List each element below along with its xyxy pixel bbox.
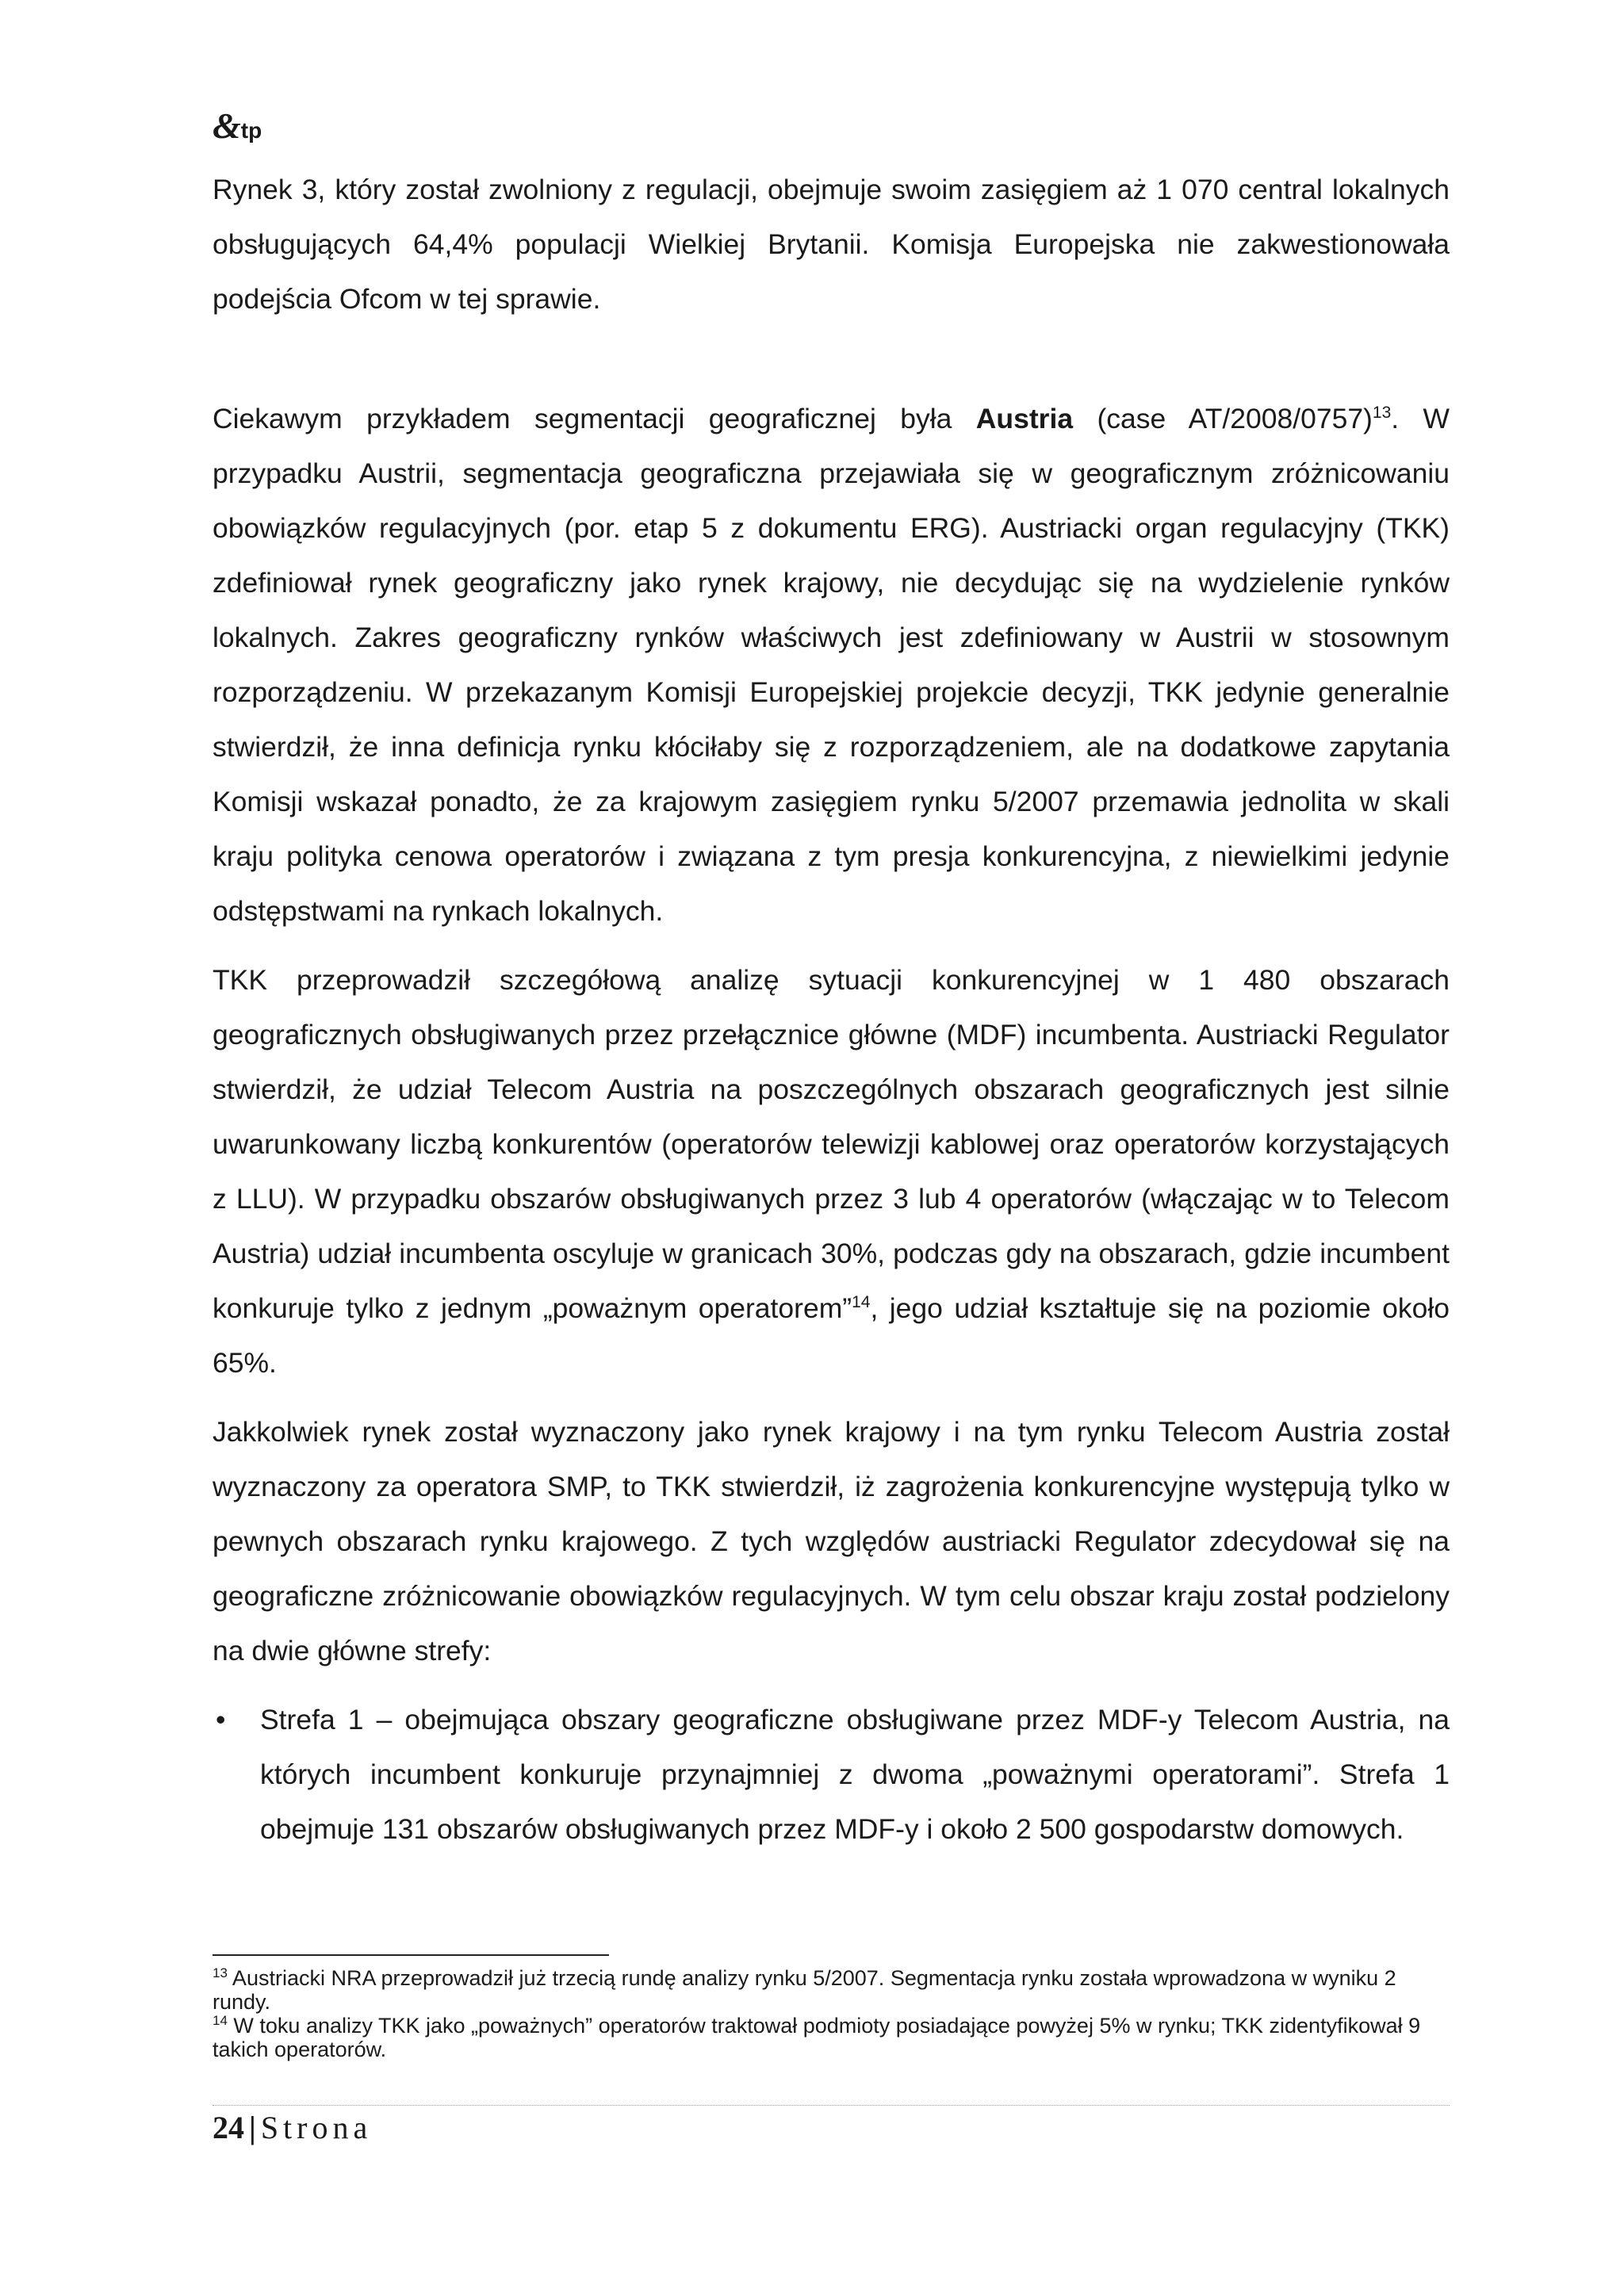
footer-divider: [213, 2105, 1450, 2106]
footnote-divider: [213, 1954, 609, 1956]
page-number: 24: [213, 2110, 244, 2145]
logo-tp-text: tp: [240, 118, 262, 143]
zone-bullet-list: [213, 1693, 1450, 1857]
page-footer: [213, 2109, 372, 2146]
footer-separator: |: [249, 2110, 256, 2145]
footnote-ref-13[interactable]: 13: [1372, 404, 1392, 423]
footnote-13: $^{13}$ Austriacki NRA przeprowadził już trzecią rundę analizy rynku 5/2007. Segmentacja rynku została wprowadzona w wyniku 2 rundy.: [213, 1965, 1396, 2014]
bold-austria: Austria: [975, 403, 1074, 434]
paragraph-austria-intro: Ciekawym przykładem segmentacji geograficznej była Austria (case AT/2008/0757)$^{13}$. W przypadku Austrii, segmentacja geograficzna przejawiała się w geograficznym zróżnicowaniu obowiązków regulacyjnych (por. etap 5 z dokumentu ERG). Austriacki organ regulacyjny (TKK) zdefiniował rynek geograficzny jako rynek krajowy, nie decydując się na wydzielenie rynków lokalnych. Zakres geograficzny rynków właściwych jest zdefiniowany w Austrii w stosownym rozporządzeniu. W przekazanym Komisji Europejskiej projekcie decyzji, TKK jedynie generalnie stwierdził, że inna definicja rynku kłóciłaby się z rozporządzeniem, ale na dodatkowe zapytania Komisji wskazał ponadto, że za krajowym zasięgiem rynku 5/2007 przemawia jednolita w skali kraju polityka cenowa operatorów i związana z tym presja konkurencyjna, z niewielkimi jedynie odstępstwami na rynkach lokalnych.: [213, 403, 1450, 927]
list-item: • Strefa 1 – obejmująca obszary geograficzne obsługiwane przez MDF-y Telecom Austria, na których incumbent konkuruje przynajmniej z dwoma „poważnymi operatorami”. Strefa 1 obejmuje 131 obszarów obsługiwanych przez MDF-y i około 2 500 gospodarstw domowych.: [213, 1693, 1450, 1857]
paragraph-tkk-analysis: TKK przeprowadził szczegółową analizę sytuacji konkurencyjnej w 1 480 obszarach geograficznych obsługiwanych przez przełącznice główne (MDF) incumbenta. Austriacki Regulator stwierdził, że udział Telecom Austria na poszczególnych obszarach geograficznych jest silnie uwarunkowany liczbą konkurentów (operatorów telewizji kablowej oraz operatorów korzystających z LLU). W przypadku obszarów obsługiwanych przez 3 lub 4 operatorów (włączając w to Telecom Austria) udział incumbenta oscyluje w granicach 30%, podczas gdy na obszarach, gdzie incumbent konkuruje tylko z jednym „poważnym operatorem”$^{14}$, jego udział kształtuje się na poziomie około 65%.: [213, 964, 1450, 1379]
paragraph-smp-zones: Jakkolwiek rynek został wyznaczony jako rynek krajowy i na tym rynku Telecom Austria został wyznaczony za operatora SMP, to TKK stwierdził, iż zagrożenia konkurencyjne występują tylko w pewnych obszarach rynku krajowego. Z tych względów austriacki Regulator zdecydował się na geograficzne zróżnicowanie obowiązków regulacyjnych. W tym celu obszar kraju został podzielony na dwie główne strefy:: [213, 1416, 1450, 1667]
footnotes: [213, 1966, 1450, 2061]
footnote-14: $^{14}$ W toku analizy TKK jako „poważnych” operatorów traktował podmioty posiadające powyżej 5% w rynku; TKK zidentyfikował 9 takich operatorów.: [213, 2013, 1421, 2061]
main-content: [213, 163, 1450, 1857]
footnote-ref-14[interactable]: 14: [852, 1293, 871, 1312]
logo-ampersand: &: [213, 105, 241, 146]
page-label: Strona: [260, 2110, 373, 2145]
paragraph-rynek-3: Rynek 3, który został zwolniony z regulacji, obejmuje swoim zasięgiem aż 1 070 central lokalnych obsługujących 64,4% populacji Wielkiej Brytanii. Komisja Europejska nie zakwestionowała podejścia Ofcom w tej sprawie.: [213, 174, 1450, 315]
bullet-marker: •: [216, 1704, 226, 1735]
tp-logo: [213, 105, 262, 147]
